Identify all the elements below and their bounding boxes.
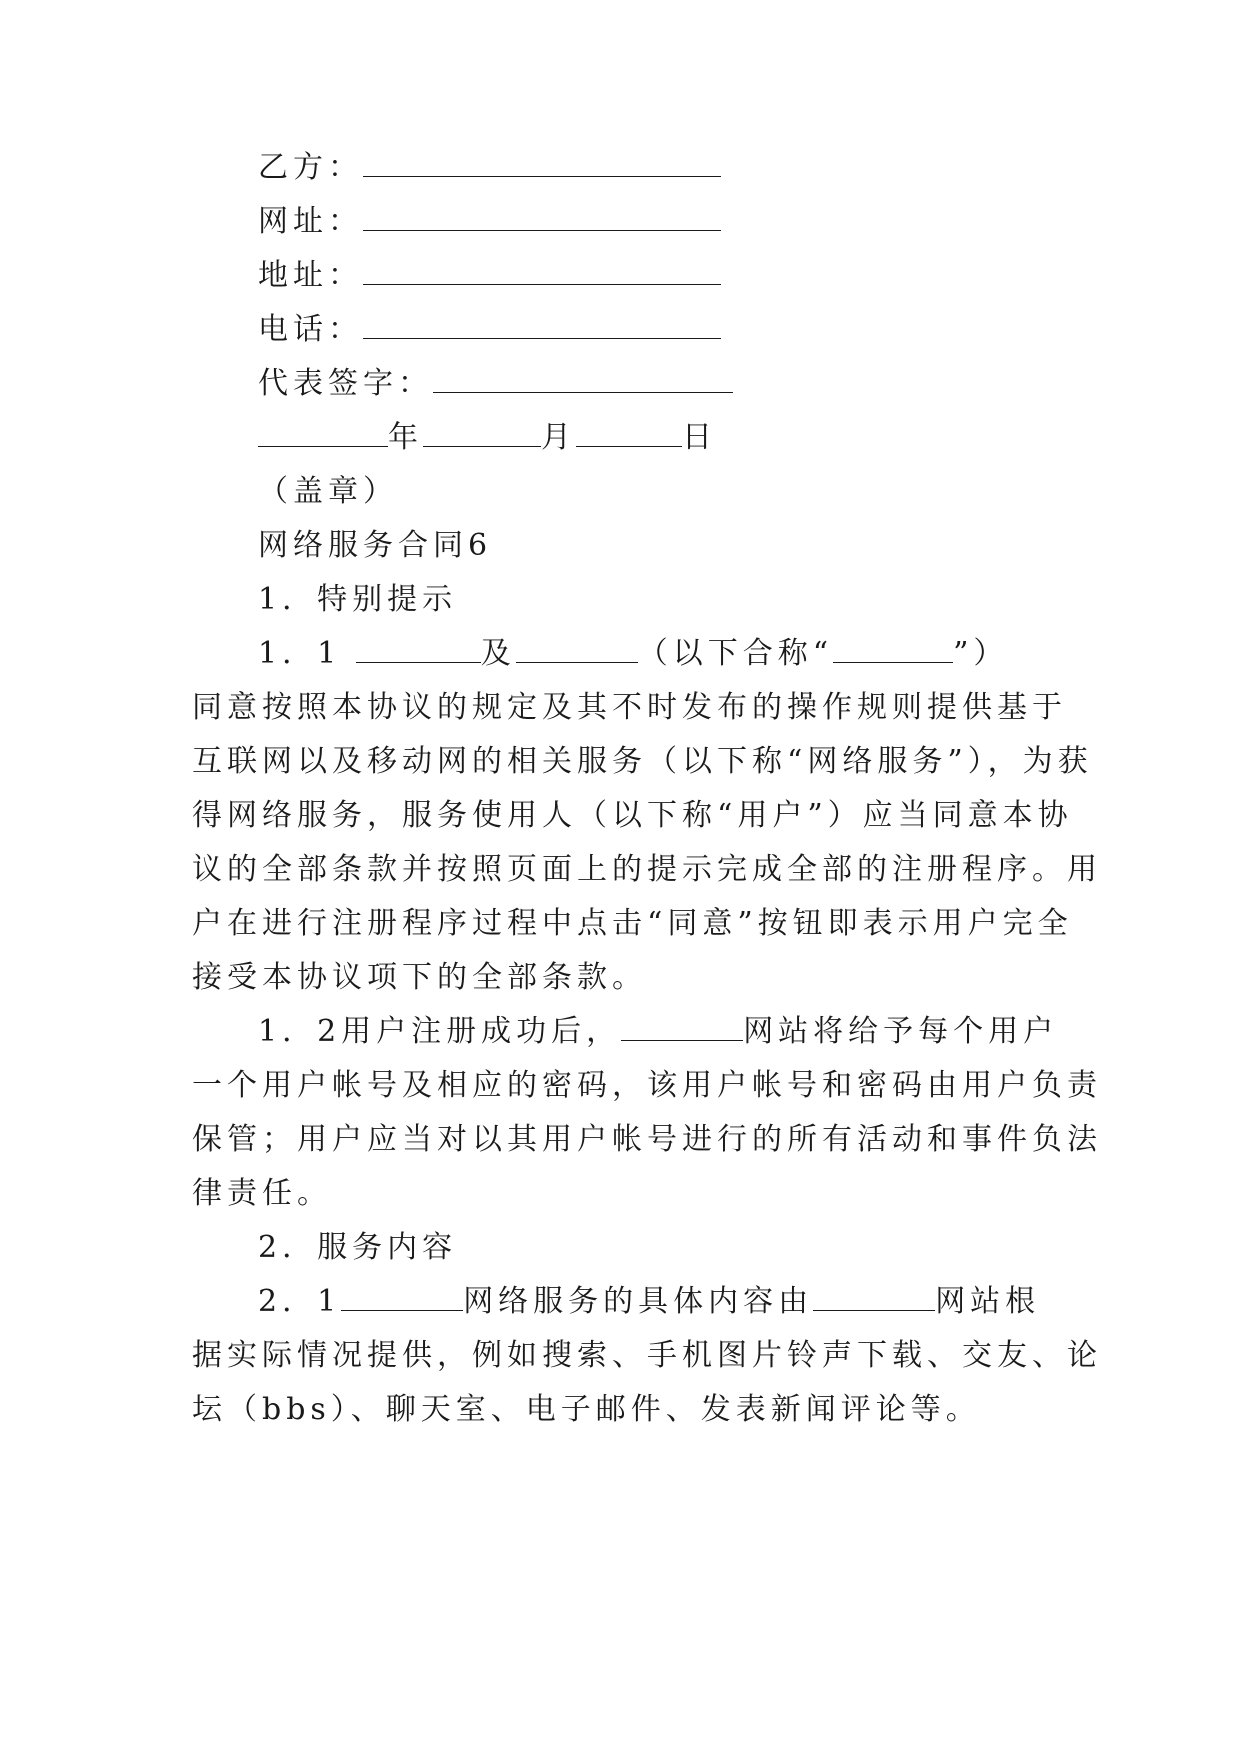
provider-website-blank [813, 1282, 935, 1311]
contract-title: 网络服务合同6 [258, 528, 493, 563]
clause-1-1-line: 互联网以及移动网的相关服务（以下称“网络服务”），为获 [192, 744, 1093, 779]
clause-2-1-line: 坛（bbs）、聊天室、电子邮件、发表新闻评论等。 [192, 1392, 981, 1427]
clause-1-1-and: 及 [480, 636, 516, 671]
clause-1-1-line: 议的全部条款并按照页面上的提示完成全部的注册程序。用 [192, 852, 1102, 887]
date-line [258, 418, 717, 458]
rep-signature-line [258, 364, 733, 404]
clause-1-2-first-line [258, 1012, 1058, 1052]
website-blank [363, 202, 721, 231]
service-name-blank [341, 1282, 463, 1311]
party-b-blank [363, 148, 721, 177]
joint-name-blank [833, 634, 953, 663]
clause-2-1-first-line [258, 1282, 1040, 1322]
clause-1-1-line: 得网络服务，服务使用人（以下称“用户”）应当同意本协 [192, 798, 1073, 833]
address-label: 地址： [258, 258, 363, 293]
party-b-line [258, 148, 721, 188]
day-blank [576, 418, 682, 447]
section-2-heading: 2．服务内容 [258, 1230, 458, 1265]
month-label: 月 [541, 420, 576, 455]
clause-1-1-call: （以下合称“ [637, 636, 834, 671]
clause-1-1-line: 同意按照本协议的规定及其不时发布的操作规则提供基于 [192, 690, 1067, 725]
rep-signature-label: 代表签字： [258, 366, 433, 401]
year-blank [258, 418, 388, 447]
clause-1-1-number: 1．1 [258, 636, 342, 671]
clause-2-1-line: 据实际情况提供，例如搜索、手机图片铃声下载、交友、论 [192, 1338, 1102, 1373]
rep-signature-blank [433, 364, 733, 393]
website-label: 网址： [258, 204, 363, 239]
month-blank [423, 418, 541, 447]
clause-1-2-end: 网站将给予每个用户 [743, 1014, 1059, 1049]
clause-1-2-line: 律责任。 [192, 1176, 332, 1211]
website-name-blank [621, 1012, 743, 1041]
address-blank [363, 256, 721, 285]
party-b-name-blank [516, 634, 638, 663]
clause-2-1-start: 2．1 [258, 1284, 342, 1319]
party-a-blank [356, 634, 481, 663]
phone-blank [363, 310, 721, 339]
clause-1-2-start: 1．2用户注册成功后， [258, 1014, 622, 1049]
phone-line [258, 310, 721, 350]
address-line [258, 256, 721, 296]
clause-1-2-line: 保管；用户应当对以其用户帐号进行的所有活动和事件负法 [192, 1122, 1102, 1157]
clause-1-1-line: 户在进行注册程序过程中点击“同意”按钮即表示用户完全 [192, 906, 1073, 941]
clause-1-2-line: 一个用户帐号及相应的密码，该用户帐号和密码由用户负责 [192, 1068, 1102, 1103]
clause-1-1-end: ”） [953, 636, 1009, 671]
seal-note: （盖章） [258, 474, 398, 509]
day-label: 日 [682, 420, 717, 455]
section-1-heading: 1．特别提示 [258, 582, 458, 617]
website-line [258, 202, 721, 242]
year-label: 年 [388, 420, 423, 455]
clause-2-1-end: 网站根 [935, 1284, 1041, 1319]
clause-1-1-line: 接受本协议项下的全部条款。 [192, 960, 647, 995]
clause-1-1-first-line [258, 634, 1008, 674]
party-b-label: 乙方： [258, 150, 363, 185]
phone-label: 电话： [258, 312, 363, 347]
clause-2-1-mid: 网络服务的具体内容由 [463, 1284, 814, 1319]
